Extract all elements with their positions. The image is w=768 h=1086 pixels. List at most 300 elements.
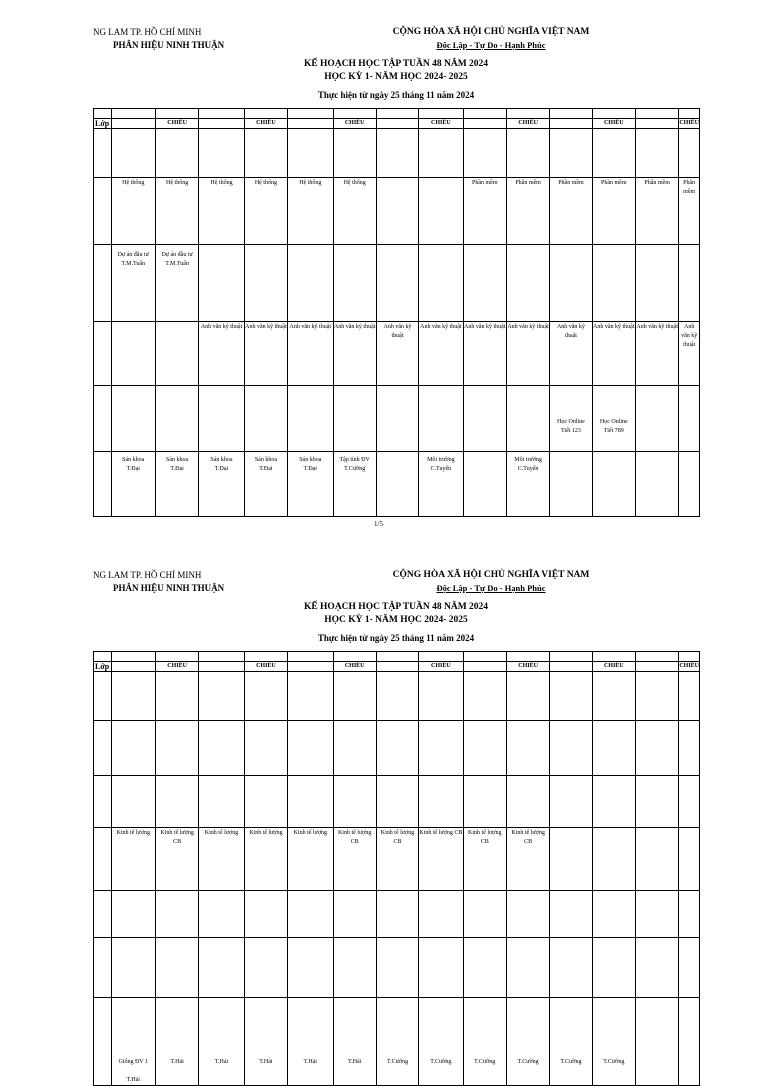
schedule-cell bbox=[592, 828, 635, 891]
cell-text: T.Cường bbox=[560, 1059, 582, 1065]
cell-text bbox=[636, 998, 678, 1058]
page-title: KẾ HOẠCH HỌC TẬP TUẦN 48 NĂM 2024 bbox=[303, 602, 489, 612]
schedule-cell bbox=[376, 672, 418, 721]
schedule-cell bbox=[376, 828, 418, 891]
table-row bbox=[94, 386, 700, 452]
schedule-cell bbox=[155, 721, 198, 776]
cell-text bbox=[636, 776, 678, 777]
cell-text bbox=[199, 721, 243, 722]
cell-text bbox=[507, 245, 549, 251]
cell-text: Anh văn kỹ thuật bbox=[463, 324, 506, 330]
table-cell bbox=[592, 109, 635, 119]
table-cell bbox=[94, 652, 112, 662]
schedule-cell bbox=[679, 891, 700, 938]
cell-text: Anh văn kỹ thuật bbox=[383, 324, 412, 339]
cell-text bbox=[245, 245, 287, 251]
schedule-cell bbox=[506, 245, 549, 322]
cell-text: Kinh tế lượng CB bbox=[468, 830, 502, 845]
cell-text: Hệ thống bbox=[122, 180, 145, 186]
table-row bbox=[94, 129, 700, 178]
cell-text: Sán khoa T.Đại bbox=[122, 457, 145, 472]
cell-text: Anh văn kỹ thuật bbox=[420, 324, 462, 330]
schedule-cell bbox=[506, 938, 549, 998]
schedule-cell bbox=[155, 891, 198, 938]
class-cell bbox=[94, 776, 112, 828]
column-header bbox=[463, 662, 506, 672]
schedule-cell bbox=[635, 452, 678, 517]
schedule-cell bbox=[244, 245, 287, 322]
cell-text: Kinh tế lượng CB bbox=[160, 830, 194, 845]
schedule-cell bbox=[376, 452, 418, 517]
schedule-cell bbox=[463, 938, 506, 998]
class-cell bbox=[94, 322, 112, 386]
schedule-cell bbox=[419, 891, 463, 938]
schedule-cell bbox=[155, 672, 198, 721]
schedule-cell bbox=[506, 828, 549, 891]
cell-text: Sán khoa T.Đại bbox=[254, 457, 277, 472]
schedule-cell bbox=[111, 452, 155, 517]
schedule-cell bbox=[635, 178, 678, 245]
schedule-cell bbox=[463, 452, 506, 517]
schedule-cell bbox=[550, 891, 592, 938]
schedule-cell bbox=[550, 776, 592, 828]
schedule-cell bbox=[419, 828, 463, 891]
class-cell bbox=[94, 452, 112, 517]
schedule-cell bbox=[419, 721, 463, 776]
schedule-cell bbox=[506, 178, 549, 245]
cell-text bbox=[334, 245, 376, 251]
cell-text: Kinh tế lượng CB bbox=[337, 830, 372, 845]
schedule-cell bbox=[679, 721, 700, 776]
org-line1: NG LAM TP. HỒ CHÍ MINH bbox=[93, 570, 202, 580]
cell-text: Kinh tế lượng CB bbox=[419, 830, 463, 836]
column-header bbox=[111, 662, 155, 672]
schedule-cell bbox=[199, 129, 244, 178]
cell-text bbox=[507, 129, 549, 130]
cell-text bbox=[550, 452, 591, 456]
table-cell bbox=[419, 652, 463, 662]
cell-text bbox=[550, 891, 591, 892]
cell-text bbox=[156, 891, 198, 892]
schedule-cell bbox=[592, 672, 635, 721]
cell-text bbox=[593, 672, 635, 673]
schedule-cell bbox=[550, 998, 592, 1086]
cell-text bbox=[464, 386, 506, 418]
cell-text bbox=[288, 938, 332, 939]
cell-text bbox=[679, 721, 699, 722]
page-subtitle: HỌC KỲ 1- NĂM HỌC 2024- 2025 bbox=[324, 72, 468, 82]
table-cell bbox=[463, 109, 506, 119]
cell-text bbox=[593, 245, 635, 251]
cell-text: Hệ thống bbox=[254, 180, 277, 186]
cell-text: T.Cường bbox=[474, 1059, 496, 1065]
cell-text: T.Cường bbox=[386, 1059, 409, 1065]
cell-text bbox=[464, 721, 506, 722]
title-block bbox=[200, 601, 592, 646]
table-cell bbox=[199, 109, 244, 119]
cell-text bbox=[507, 672, 549, 673]
schedule-cell bbox=[635, 672, 678, 721]
cell-text bbox=[636, 129, 678, 130]
table-row bbox=[94, 828, 700, 891]
cell-text bbox=[419, 178, 462, 179]
schedule-cell bbox=[199, 386, 244, 452]
schedule-cell bbox=[111, 998, 155, 1086]
table-cell bbox=[592, 652, 635, 662]
schedule-cell bbox=[199, 245, 244, 322]
column-header: CHIỀU bbox=[592, 119, 635, 129]
nation-header bbox=[360, 569, 622, 595]
cell-text: Anh văn kỹ thuật bbox=[289, 324, 332, 330]
org-line1: NG LAM TP. HỒ CHÍ MINH bbox=[93, 27, 202, 37]
cell-text bbox=[679, 828, 699, 829]
cell-text bbox=[199, 245, 243, 251]
cell-text bbox=[377, 776, 418, 777]
schedule-cell bbox=[288, 322, 333, 386]
cell-text: Anh văn kỹ thuật bbox=[556, 324, 585, 339]
table-cell bbox=[111, 652, 155, 662]
cell-text: Dự án đầu tư T.M.Tuấn bbox=[117, 252, 149, 267]
schedule-cell bbox=[635, 721, 678, 776]
schedule-cell bbox=[550, 129, 592, 178]
schedule-cell bbox=[550, 178, 592, 245]
cell-text: T.Hải bbox=[303, 1059, 317, 1065]
schedule-cell bbox=[506, 672, 549, 721]
cell-text bbox=[112, 129, 155, 130]
cell-text bbox=[199, 776, 243, 777]
schedule-cell bbox=[155, 828, 198, 891]
schedule-cell bbox=[111, 828, 155, 891]
schedule-cell bbox=[419, 386, 463, 452]
schedule-cell bbox=[506, 891, 549, 938]
schedule-cell bbox=[635, 998, 678, 1086]
schedule-cell bbox=[506, 129, 549, 178]
table-cell bbox=[288, 109, 333, 119]
cell-text: Sán khoa T.Đại bbox=[166, 457, 189, 472]
schedule-cell bbox=[155, 386, 198, 452]
cell-text bbox=[636, 891, 678, 892]
table-cell bbox=[244, 109, 287, 119]
cell-text bbox=[550, 938, 591, 939]
schedule-cell bbox=[592, 386, 635, 452]
schedule-cell bbox=[244, 828, 287, 891]
nation-line2: Độc Lập - Tự Do - Hạnh Phúc bbox=[436, 40, 546, 50]
schedule-cell bbox=[244, 129, 287, 178]
schedule-cell bbox=[376, 938, 418, 998]
schedule-cell bbox=[288, 998, 333, 1086]
cell-text bbox=[593, 776, 635, 777]
cell-text bbox=[288, 129, 332, 130]
cell-text bbox=[593, 452, 635, 456]
cell-text: Anh văn kỹ thuật bbox=[507, 324, 549, 330]
schedule-cell bbox=[111, 721, 155, 776]
schedule-cell bbox=[592, 178, 635, 245]
cell-text: T.Cường bbox=[430, 1059, 452, 1065]
cell-text bbox=[245, 129, 287, 130]
column-header: CHIỀU bbox=[419, 119, 463, 129]
schedule-cell bbox=[333, 245, 376, 322]
schedule-cell bbox=[419, 178, 463, 245]
schedule-cell bbox=[635, 938, 678, 998]
cell-text bbox=[679, 129, 699, 130]
date-line: Thực hiện từ ngày 25 tháng 11 năm 2024 bbox=[317, 90, 475, 100]
cell-text bbox=[550, 129, 591, 130]
table-cell bbox=[244, 652, 287, 662]
cell-text: Sán khoa T.Đại bbox=[210, 457, 233, 472]
schedule-cell bbox=[679, 828, 700, 891]
cell-text bbox=[636, 452, 678, 456]
schedule-cell bbox=[244, 386, 287, 452]
schedule-cell bbox=[288, 178, 333, 245]
schedule-cell bbox=[550, 452, 592, 517]
schedule-cell bbox=[155, 178, 198, 245]
table-cell bbox=[376, 652, 418, 662]
cell-text bbox=[112, 721, 155, 722]
cell-text: Kinh tế lượng bbox=[249, 830, 283, 836]
cell-text bbox=[245, 891, 287, 892]
schedule-cell bbox=[679, 322, 700, 386]
schedule-cell bbox=[419, 129, 463, 178]
schedule-cell bbox=[244, 721, 287, 776]
column-header bbox=[550, 662, 592, 672]
cell-text bbox=[679, 891, 699, 892]
schedule-cell bbox=[419, 245, 463, 322]
schedule-cell bbox=[506, 452, 549, 517]
class-column-header: Lớp bbox=[95, 662, 110, 671]
schedule-cell bbox=[679, 178, 700, 245]
cell-text: Anh văn kỹ thuật bbox=[333, 324, 376, 330]
class-cell bbox=[94, 178, 112, 245]
table-cell bbox=[288, 652, 333, 662]
cell-text: Phần mềm bbox=[471, 180, 498, 186]
class-cell bbox=[94, 129, 112, 178]
cell-text bbox=[464, 938, 506, 939]
schedule-cell bbox=[333, 672, 376, 721]
cell-text: Phần mềm bbox=[558, 180, 584, 186]
schedule-cell bbox=[288, 452, 333, 517]
schedule-cell bbox=[506, 776, 549, 828]
table-row bbox=[94, 891, 700, 938]
cell-text bbox=[334, 672, 376, 673]
schedule-cell bbox=[111, 386, 155, 452]
cell-text: Hệ thống bbox=[299, 180, 322, 186]
schedule-cell bbox=[333, 322, 376, 386]
schedule-cell bbox=[288, 828, 333, 891]
table-cell bbox=[550, 652, 592, 662]
schedule-cell bbox=[419, 672, 463, 721]
schedule-cell bbox=[635, 322, 678, 386]
schedule-cell bbox=[635, 129, 678, 178]
cell-text: Phần mềm bbox=[515, 180, 541, 186]
nation-line2: Độc Lập - Tự Do - Hạnh Phúc bbox=[436, 583, 546, 593]
column-header: CHIỀU bbox=[155, 119, 198, 129]
schedule-cell bbox=[592, 891, 635, 938]
column-header bbox=[463, 119, 506, 129]
schedule-cell bbox=[199, 891, 244, 938]
schedule-cell bbox=[550, 322, 592, 386]
column-header: CHIỀU bbox=[244, 662, 287, 672]
schedule-cell bbox=[199, 721, 244, 776]
schedule-cell bbox=[199, 178, 244, 245]
table-cell bbox=[635, 652, 678, 662]
schedule-cell bbox=[111, 672, 155, 721]
cell-text bbox=[288, 891, 332, 892]
schedule-cell bbox=[288, 891, 333, 938]
schedule-cell bbox=[635, 386, 678, 452]
schedule-cell bbox=[463, 828, 506, 891]
cell-text bbox=[679, 386, 699, 418]
schedule-cell bbox=[550, 245, 592, 322]
schedule-cell bbox=[419, 776, 463, 828]
schedule-cell bbox=[333, 721, 376, 776]
cell-text: Tập tính ĐV T.Cường bbox=[339, 457, 370, 472]
table-row bbox=[94, 998, 700, 1086]
cell-text bbox=[377, 721, 418, 722]
table-row bbox=[94, 322, 700, 386]
table-row bbox=[94, 672, 700, 721]
schedule-cell bbox=[333, 129, 376, 178]
column-header bbox=[635, 662, 678, 672]
page-number: 1/5 bbox=[374, 520, 383, 528]
column-header: CHIỀU bbox=[333, 662, 376, 672]
cell-text bbox=[112, 672, 155, 673]
table-cell bbox=[155, 109, 198, 119]
schedule-cell bbox=[288, 776, 333, 828]
cell-text bbox=[199, 129, 243, 130]
cell-text bbox=[419, 776, 462, 777]
cell-text bbox=[156, 776, 198, 777]
schedule-cell bbox=[463, 672, 506, 721]
schedule-cell bbox=[199, 452, 244, 517]
nation-line1: CỘNG HÒA XÃ HỘI CHỦ NGHĨA VIỆT NAM bbox=[392, 27, 590, 37]
cell-text: Phần mềm bbox=[601, 180, 627, 186]
class-cell bbox=[94, 891, 112, 938]
org-line2: PHÂN HIỆU NINH THUẬN bbox=[113, 40, 225, 50]
cell-text bbox=[507, 721, 549, 722]
cell-text: Dự án đầu tư T.M.Tuấn bbox=[161, 252, 193, 267]
schedule-cell bbox=[679, 129, 700, 178]
schedule-cell bbox=[550, 672, 592, 721]
cell-text: Anh văn kỹ thuật bbox=[245, 324, 287, 330]
schedule-cell bbox=[463, 776, 506, 828]
schedule-cell bbox=[592, 245, 635, 322]
schedule-cell bbox=[506, 998, 549, 1086]
column-header: CHIỀU bbox=[155, 662, 198, 672]
class-cell bbox=[94, 672, 112, 721]
cell-text bbox=[419, 891, 462, 892]
cell-text: Anh văn kỹ thuật bbox=[200, 324, 243, 330]
cell-text: Kinh tế lượng bbox=[204, 830, 239, 836]
cell-text bbox=[550, 776, 591, 777]
schedule-cell bbox=[463, 891, 506, 938]
cell-text bbox=[464, 452, 506, 456]
schedule-cell bbox=[333, 776, 376, 828]
cell-text: Kinh tế lượng bbox=[293, 830, 327, 836]
schedule-cell bbox=[463, 322, 506, 386]
schedule-cell bbox=[155, 452, 198, 517]
table-cell bbox=[94, 109, 112, 119]
org-line2: PHÂN HIỆU NINH THUẬN bbox=[113, 583, 225, 593]
cell-text bbox=[464, 245, 506, 251]
cell-text bbox=[112, 776, 155, 777]
cell-text bbox=[636, 938, 678, 939]
column-header: CHIỀU bbox=[679, 662, 700, 672]
schedule-cell bbox=[333, 828, 376, 891]
cell-text bbox=[464, 129, 506, 130]
cell-text bbox=[593, 828, 635, 829]
cell-text: Học Online Tiết 123 bbox=[557, 419, 585, 434]
cell-text bbox=[593, 891, 635, 892]
table-cell bbox=[111, 109, 155, 119]
cell-text bbox=[377, 129, 418, 130]
cell-text: Kinh tế lượng bbox=[116, 830, 150, 836]
cell-text bbox=[377, 452, 418, 456]
cell-text bbox=[288, 672, 332, 673]
table-cell bbox=[635, 109, 678, 119]
schedule-cell bbox=[244, 178, 287, 245]
cell-text bbox=[550, 245, 591, 251]
schedule-cell bbox=[376, 178, 418, 245]
schedule-cell bbox=[244, 998, 287, 1086]
table-cell bbox=[333, 109, 376, 119]
cell-text bbox=[550, 828, 591, 829]
cell-text bbox=[245, 776, 287, 777]
column-header bbox=[199, 662, 244, 672]
table-cell bbox=[506, 652, 549, 662]
schedule-cell bbox=[155, 245, 198, 322]
cell-text bbox=[377, 672, 418, 673]
table-row bbox=[94, 178, 700, 245]
cell-text: T.Hải bbox=[170, 1059, 184, 1065]
schedule-cell bbox=[376, 998, 418, 1086]
schedule-cell bbox=[288, 129, 333, 178]
cell-text bbox=[377, 938, 418, 939]
column-header: CHIỀU bbox=[679, 119, 700, 129]
schedule-cell bbox=[376, 322, 418, 386]
class-cell bbox=[94, 938, 112, 998]
schedule-cell bbox=[376, 386, 418, 452]
table-header-row bbox=[94, 119, 700, 129]
cell-text: T.Cường bbox=[517, 1059, 539, 1065]
cell-text bbox=[419, 245, 462, 251]
schedule-cell bbox=[419, 938, 463, 998]
cell-text bbox=[679, 776, 699, 777]
schedule-cell bbox=[635, 776, 678, 828]
cell-text: Hệ thống bbox=[210, 180, 233, 186]
column-header bbox=[376, 119, 418, 129]
cell-text bbox=[593, 129, 635, 130]
cell-text bbox=[245, 386, 287, 418]
cell-text bbox=[156, 938, 198, 939]
cell-text: Giống ĐV 1 T.Hải bbox=[118, 1059, 149, 1083]
schedule-cell bbox=[679, 672, 700, 721]
cell-text bbox=[419, 938, 462, 939]
schedule-cell bbox=[288, 721, 333, 776]
schedule-cell bbox=[288, 672, 333, 721]
table-cell bbox=[199, 652, 244, 662]
class-cell bbox=[94, 721, 112, 776]
schedule-cell bbox=[199, 322, 244, 386]
cell-text bbox=[377, 245, 418, 251]
cell-text bbox=[156, 672, 198, 673]
schedule-cell bbox=[592, 721, 635, 776]
title-block bbox=[200, 58, 592, 103]
cell-text bbox=[550, 721, 591, 722]
page-subtitle: HỌC KỲ 1- NĂM HỌC 2024- 2025 bbox=[324, 615, 468, 625]
cell-text bbox=[334, 891, 376, 892]
cell-text: Sán khoa T.Đại bbox=[299, 457, 322, 472]
schedule-cell bbox=[155, 776, 198, 828]
